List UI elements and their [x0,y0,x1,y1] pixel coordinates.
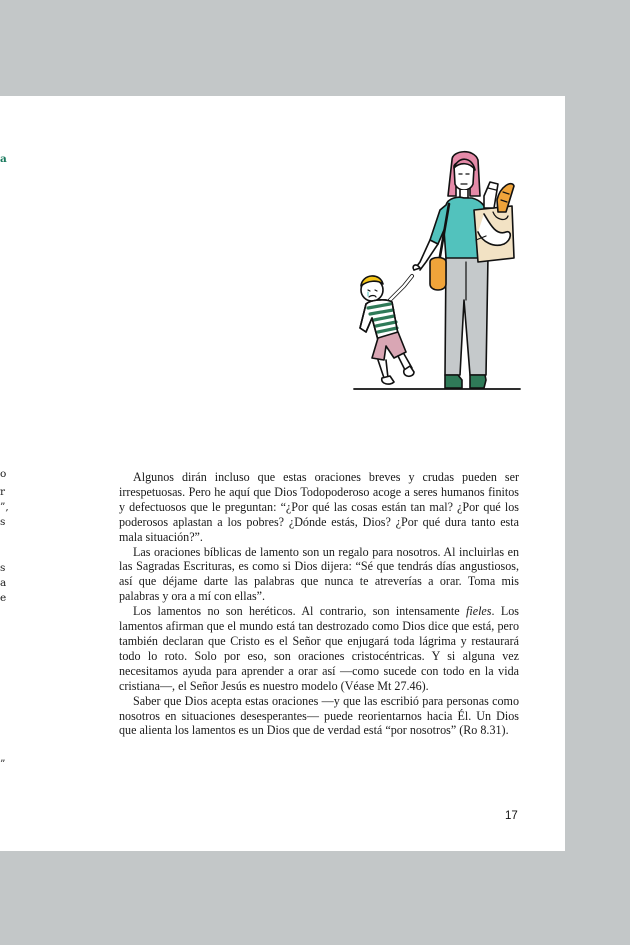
page-number: 17 [505,810,518,822]
edge-fragment-6: s [0,562,6,574]
edge-fragment-7: a [0,577,7,589]
paragraph-3-before: Los lamentos no son heréticos. Al contrario, son intensamente [133,604,466,619]
shoulder-bag [430,258,446,291]
edge-fragment-8: e [0,592,7,604]
body-text [119,470,519,738]
edge-fragment-1: a [0,153,7,165]
edge-fragment-5: s [0,516,6,528]
paragraph-3 [119,604,519,693]
mother-shoe-left [445,375,462,388]
edge-fragment-4: ”, [0,501,9,513]
paragraph-3-after: . Los lamentos afirman que el mundo está tan destrozado como Dios dice que está, pero también declaran que Cristo es el Señor que enjugará toda lágrima y restaurará todo lo roto. Solo por eso, son oraciones cristocéntricas. Y si alguna vez necesitamos ayuda para aprender a orar así —como sucede con todo en la vida cristiana—, el Señor Jesús es nuestro modelo (Véase Mt 27.46). [119,604,520,693]
grocery-item [484,182,498,208]
paragraph-3-italic: fieles [465,604,492,619]
child-shoe-left [382,376,394,384]
edge-fragment-3: r [0,486,6,498]
book-page [0,96,565,851]
mother-shoe-right [470,375,486,388]
edge-fragment-9: ” [0,758,6,770]
mother-and-child-illustration [352,146,524,394]
paragraph-1: Algunos dirán incluso que estas oraciones breves y crudas pueden ser irrespetuosas. Pero he aquí que Dios Todopoderoso acoge a seres humanos finitos y defectuosos que le preguntan: “¿Por qué las cosas están tan mal? ¿Por qué los poderosos aplastan a los pobres? ¿Dónde estás, Dios? ¿Por qué dura tanto esta mala situación?”. [119,470,519,544]
paragraph-2: Las oraciones bíblicas de lamento son un regalo para nosotros. Al incluirlas en las Sagradas Escrituras, es como si Dios dijera: “Sé que tendrás días angustiosos, así que déjame darte las palabras que nunca te atreverías a orar. Toma mis palabras y ora a mí con ellas”. [119,544,519,604]
paragraph-4: Saber que Dios acepta estas oraciones —y que las escribió para personas como nosotros en situaciones desesperantes— puede reorientarnos hacia Él. Un Dios que alienta los lamentos es un Dios que de verdad está “por nosotros” (Ro 8.31). [119,693,519,738]
edge-fragment-2: o [0,468,7,480]
